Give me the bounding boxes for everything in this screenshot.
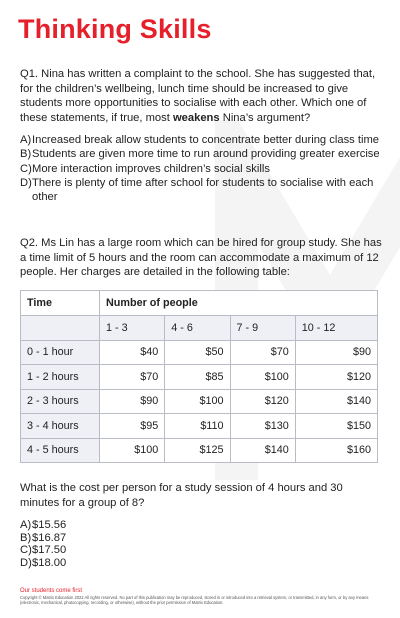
group-header: 7 - 9 (230, 316, 295, 341)
option-letter: B) (20, 531, 32, 544)
footer-copyright: Copyright © Matrix Education 2022 All rights reserved. No part of this publication may be reproduced, stored in or introduced into a retrieval system, or transmitted, in any form, or by any means (electronic, mechanical, photocopying, recording, or otherwise), without the prior permission of Matrix Education. (20, 595, 369, 606)
price-cell: $120 (295, 365, 377, 390)
price-cell: $120 (230, 389, 295, 414)
price-cell: $40 (100, 340, 165, 365)
question-1-option-b (20, 147, 382, 161)
pricing-table (20, 290, 378, 463)
option-text: Increased break allow students to concentrate better during class time (32, 134, 379, 146)
option-text: $16.87 (32, 531, 67, 544)
price-cell: $100 (230, 365, 295, 390)
option-letter: A) (20, 519, 32, 531)
price-cell: $70 (230, 340, 295, 365)
price-cell: $110 (165, 414, 230, 439)
question-1-option-d (20, 176, 382, 205)
option-text: There is plenty of time after school for students to socialise with each other (32, 176, 374, 204)
table-row (21, 389, 378, 414)
price-cell: $125 (165, 438, 230, 463)
group-header: 10 - 12 (295, 316, 377, 341)
header-time: Time (21, 291, 100, 316)
option-letter: D) (20, 556, 32, 569)
price-cell: $85 (165, 365, 230, 390)
table-row (21, 340, 378, 365)
page-title: Thinking Skills (18, 14, 212, 44)
price-cell: $90 (100, 389, 165, 414)
question-3-option-a (20, 519, 382, 532)
table-row (21, 365, 378, 390)
option-letter: A) (20, 134, 32, 146)
price-cell: $140 (295, 389, 377, 414)
table-row (21, 438, 378, 463)
option-text: More interaction improves children’s social skills (32, 162, 270, 175)
option-letter: D) (20, 176, 32, 189)
option-letter: C) (20, 162, 32, 175)
question-3-options (20, 519, 382, 569)
question-1-text (20, 67, 382, 125)
time-cell: 0 - 1 hour (21, 340, 100, 365)
time-cell: 1 - 2 hours (21, 365, 100, 390)
table-row (21, 414, 378, 439)
question-1-option-a (20, 133, 382, 147)
question-1-keyword: weakens (172, 111, 220, 124)
question-3-option-b (20, 532, 382, 545)
option-letter: B) (20, 148, 32, 161)
question-3-text: What is the cost per person for a study session of 4 hours and 30 minutes for a group of 8? (20, 482, 343, 509)
time-cell: 4 - 5 hours (21, 438, 100, 463)
price-cell: $150 (295, 414, 377, 439)
price-cell: $95 (100, 414, 165, 439)
question-1-pre: Q1. Nina has written a complaint to the school. She has suggested that, for the children’s wellbeing, lunch time should be increased to give students more opportunities to socialise with each other. Which one of these statements, if true, most (20, 68, 376, 124)
option-text: $17.50 (32, 544, 67, 557)
table-header-row (21, 291, 378, 316)
group-header: 4 - 6 (165, 316, 230, 341)
price-cell: $140 (230, 438, 295, 463)
time-cell: 3 - 4 hours (21, 414, 100, 439)
price-cell: $160 (295, 438, 377, 463)
time-cell: 2 - 3 hours (21, 389, 100, 414)
question-1-options (20, 133, 382, 204)
price-cell: $100 (100, 438, 165, 463)
table-subheader-row (21, 316, 378, 341)
question-3-option-d (20, 557, 382, 570)
subheader-blank-cell (21, 316, 100, 341)
question-1-option-c (20, 162, 382, 176)
header-number-of-people: Number of people (100, 291, 378, 316)
price-cell: $50 (165, 340, 230, 365)
question-2-text: Q2. Ms Lin has a large room which can be hired for group study. She has a time limit of 5 hours and the room can accommodate a maximum of 12 people. Her charges are detailed in the following table: (20, 237, 382, 278)
price-cell: $70 (100, 365, 165, 390)
price-cell: $90 (295, 340, 377, 365)
footer-brand: Our students come first (20, 588, 83, 594)
price-cell: $130 (230, 414, 295, 439)
option-letter: C) (20, 544, 32, 557)
price-cell: $100 (165, 389, 230, 414)
question-1-post: Nina’s argument? (219, 111, 311, 124)
option-text: $15.56 (32, 519, 67, 531)
question-3-option-c (20, 544, 382, 557)
group-header: 1 - 3 (100, 316, 165, 341)
option-text: Students are given more time to run around providing greater exercise (32, 148, 380, 161)
option-text: $18.00 (32, 556, 67, 569)
